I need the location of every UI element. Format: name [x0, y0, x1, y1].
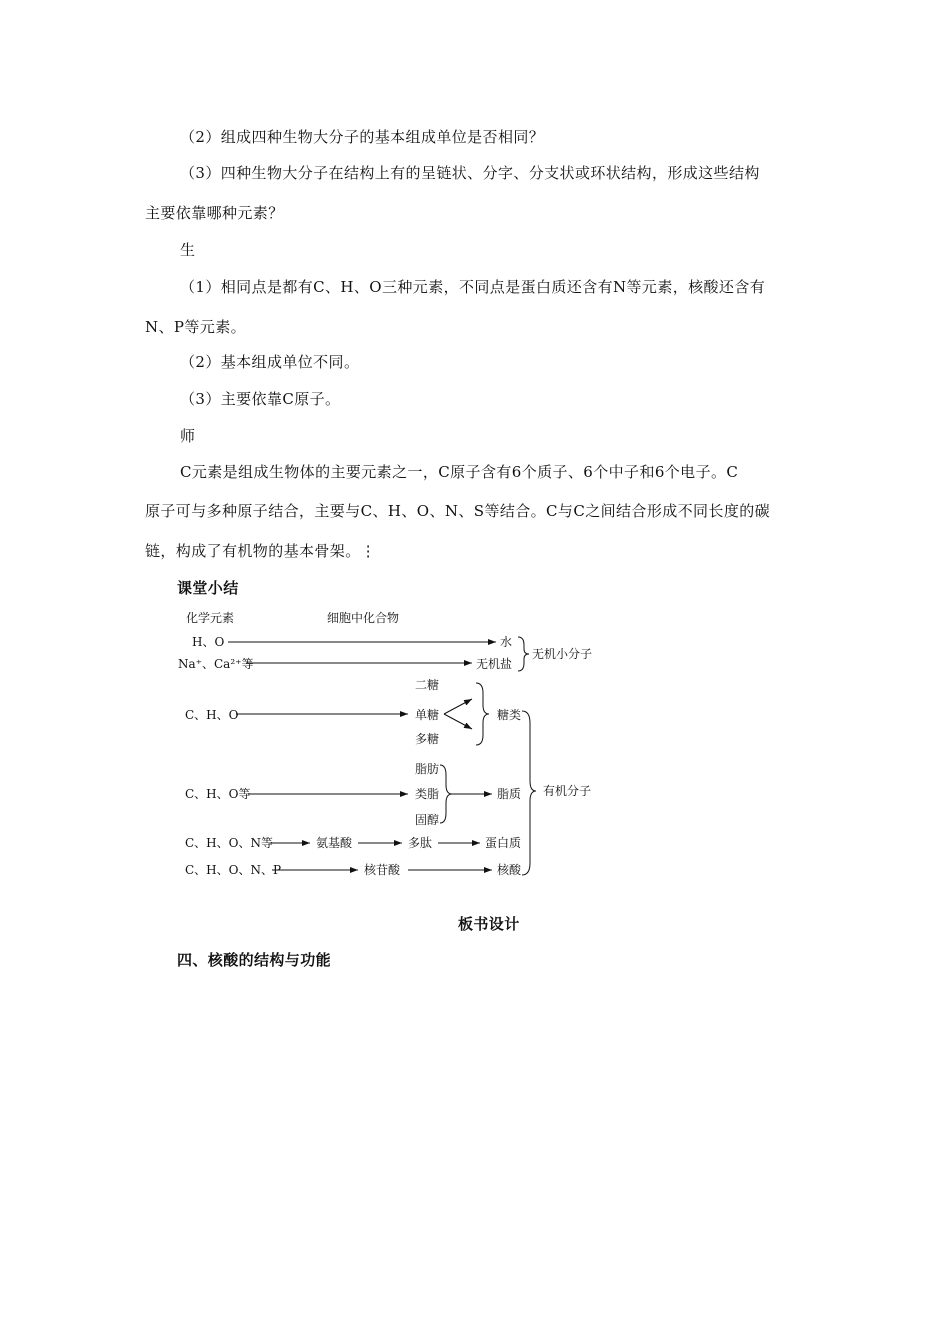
carbon-paragraph-line-3: 链，构成了有机物的基本骨架。⋮: [145, 542, 377, 560]
label-cho: C、H、O: [185, 708, 239, 722]
label-organic: 有机分子: [543, 784, 592, 798]
answer-3: （3）主要依靠C原子。: [180, 390, 341, 408]
label-inorganic: 无机小分子: [532, 647, 593, 661]
question-2: （2）组成四种生物大分子的基本组成单位是否相同？: [180, 128, 545, 146]
diagram-caption: 板书设计: [458, 915, 520, 933]
brace-sugars: [476, 683, 489, 745]
speaker-student: 生: [180, 241, 196, 259]
section-heading: 四、核酸的结构与功能: [177, 951, 332, 969]
label-lipid: 脂质: [497, 787, 522, 801]
brace-organic: [522, 711, 536, 875]
question-3-line-2: 主要依靠哪种元素？: [145, 204, 284, 222]
label-amino-acid: 氨基酸: [316, 836, 353, 850]
label-lipoid: 类脂: [415, 787, 440, 801]
carbon-paragraph-line-2: 原子可与多种原子结合，主要与C、H、O、N、S等结合。C与C之间结合形成不同长度的碳: [145, 502, 771, 520]
brace-lipids: [440, 765, 452, 823]
header-compounds: 细胞中化合物: [327, 611, 400, 625]
label-sugars: 糖类: [497, 708, 522, 722]
label-water: 水: [500, 635, 513, 649]
answer-2: （2）基本组成单位不同。: [180, 353, 360, 371]
label-na-ca: Na⁺、Ca²⁺等: [178, 657, 254, 671]
label-fat: 脂肪: [415, 762, 440, 776]
speaker-teacher: 师: [180, 427, 196, 445]
label-monosaccharide: 单糖: [415, 708, 440, 722]
summary-heading: 课堂小结: [177, 579, 239, 597]
label-polysaccharide: 多糖: [415, 732, 440, 746]
arrow-to-polysaccharide: [444, 714, 472, 729]
answer-1-line-2: N、P等元素。: [145, 318, 247, 336]
label-chonp: C、H、O、N、P: [185, 863, 282, 877]
label-nucleic-acid: 核酸: [497, 863, 522, 877]
label-chon: C、H、O、N等: [185, 836, 273, 850]
label-protein: 蛋白质: [485, 836, 522, 850]
label-ho: H、O: [192, 635, 225, 649]
answer-1-line-1: （1）相同点是都有C、H、O三种元素，不同点是蛋白质还含有N等元素，核酸还含有: [180, 278, 766, 296]
label-salt: 无机盐: [476, 657, 513, 671]
header-elements: 化学元素: [186, 611, 235, 625]
label-disaccharide: 二糖: [415, 678, 440, 692]
label-peptide: 多肽: [408, 836, 433, 850]
question-3-line-1: （3）四种生物大分子在结构上有的呈链状、分字、分支状或环状结构，形成这些结构: [180, 164, 760, 182]
carbon-paragraph-line-1: C元素是组成生物体的主要元素之一，C原子含有6个质子、6个中子和6个电子。C: [180, 463, 739, 481]
label-nucleotide: 核苷酸: [364, 863, 401, 877]
brace-inorganic: [518, 637, 529, 671]
arrow-to-disaccharide: [444, 699, 472, 714]
label-cho-etc: C、H、O等: [185, 787, 251, 801]
label-sterol: 固醇: [415, 813, 440, 827]
compound-classification-diagram: [170, 605, 610, 885]
